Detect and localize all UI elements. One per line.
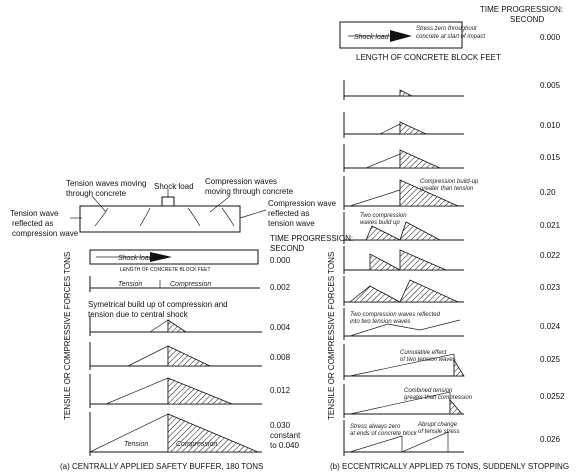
left-time-header: [270, 234, 355, 253]
right-strip-3-tension: [366, 154, 400, 168]
left-strip-5: [90, 412, 302, 456]
tension-wave-arc-mid: [140, 208, 150, 226]
right-note-combined-l2: greater than compression: [404, 395, 473, 401]
left-time-2: 0.004: [270, 323, 291, 332]
callout-tension-moving-l1: Tension waves moving: [66, 179, 147, 188]
right-strip-5-wave-b: [400, 222, 440, 240]
right-panel: [327, 5, 569, 471]
right-time-5: 0.021: [540, 221, 561, 230]
right-time-9: 0.025: [540, 355, 561, 364]
left-strip-3: [90, 342, 291, 370]
right-strip-7-wave-b: [400, 280, 458, 302]
right-note-abrupt: [417, 422, 460, 435]
callout-compression-reflected: [268, 199, 338, 228]
left-tension-label: Tension: [118, 281, 143, 288]
compression-leader: [210, 196, 230, 212]
right-time-4: 0.20: [540, 188, 556, 197]
left-symmetric-note-l1: Symetrical build up of compression and: [88, 300, 228, 309]
right-strip-8: [344, 308, 561, 340]
left-y-axis-label: TENSILE OR COMPRESSIVE FORCES TONS: [63, 251, 72, 420]
right-shock-arrow: [390, 30, 412, 42]
left-strip-2: [90, 316, 291, 336]
left-time-header-l1: TIME PROGRESSION:: [270, 234, 354, 243]
right-time-7: 0.023: [540, 283, 561, 292]
left-time-5-l1: 0.030: [270, 421, 291, 430]
right-strip-5: [344, 212, 561, 244]
left-strip-2-tension: [150, 320, 168, 332]
callout-compression-moving: [205, 177, 294, 196]
right-strip-3-wave: [400, 150, 440, 168]
left-strip-4: [90, 374, 291, 408]
right-stress-zero-note: [416, 26, 485, 40]
left-time-5: [270, 421, 302, 450]
right-shock-label: Shock load: [354, 34, 389, 41]
right-strip-9: [344, 344, 561, 380]
left-caption: (a) CENTRALLY APPLIED SAFETY BUFFER, 180 TONS: [60, 462, 264, 471]
left-time-header-l2: SECOND: [270, 244, 305, 253]
right-note-abrupt-l2: of tensile stress: [418, 429, 460, 435]
callout-tension-moving-l2: through concrete: [66, 189, 127, 198]
right-caption: (b) ECCENTRICALLY APPLIED 75 TONS, SUDDENLY STOPPING: [330, 462, 570, 471]
right-strip-0: [340, 22, 561, 62]
shock-load-pad: [162, 197, 174, 206]
left-strip-3-compression: [168, 346, 210, 366]
right-note-stress-zero-ends-l1: Stress always zero: [350, 424, 401, 430]
right-time-8: 0.024: [540, 322, 561, 331]
callout-tension-reflected-l2: reflected as: [12, 219, 54, 228]
left-strip-5-compression-label: Compression: [176, 441, 218, 448]
right-time-10: 0.0252: [540, 392, 565, 401]
right-strip-7-wave-a: [350, 286, 400, 302]
right-stress-zero-l1: Stress zero throughout: [416, 26, 477, 32]
callout-compression-moving-l1: Compression waves: [205, 177, 278, 186]
right-strip-6: [344, 246, 561, 274]
callout-tension-reflected-l1: Tension wave: [10, 209, 59, 218]
right-strip-1-wave: [400, 90, 412, 96]
right-note-stress-zero-ends: [350, 424, 418, 437]
right-note-combined: [404, 388, 473, 401]
left-strip-5-tension-label: Tension: [124, 441, 149, 448]
compression-wave-arc-right: [222, 208, 234, 226]
right-strip-6-wave-b: [400, 250, 446, 270]
callout-tension-reflected-l3: compression wave: [12, 229, 79, 238]
callout-tension-moving: [66, 179, 149, 198]
right-time-6: 0.022: [540, 251, 561, 260]
right-strip-1: [344, 80, 561, 100]
right-note-stress-zero-ends-l2: at ends of concrete block: [350, 431, 417, 437]
callout-tension-reflected: [10, 209, 79, 238]
left-time-1: 0.002: [270, 283, 291, 292]
left-strip-1: [90, 276, 291, 292]
right-note-buildup: [420, 179, 480, 192]
right-strip-4: [344, 176, 556, 210]
right-note-combined-l1: Combined tension: [404, 388, 453, 394]
left-time-3: 0.008: [270, 353, 291, 362]
callout-compression-reflected-l1: Compression wave: [268, 199, 337, 208]
right-note-reflected-l2: into two tension waves: [350, 319, 411, 325]
callout-compression-moving-l2: moving through concrete: [205, 187, 294, 196]
right-note-cumulative: [400, 350, 456, 363]
left-shock-arrow: [150, 252, 172, 262]
left-compression-label: Compression: [170, 281, 212, 288]
right-note-two-compression-l1: Two compression: [360, 213, 407, 219]
right-time-1: 0.005: [540, 81, 561, 90]
right-y-axis-label: TENSILE OR COMPRESSIVE FORCES TONS: [327, 251, 336, 420]
right-strip-4-tension: [350, 190, 400, 206]
right-note-buildup-l1: Compression build-up: [420, 179, 479, 185]
right-length-label: LENGTH OF CONCRETE BLOCK FEET: [356, 53, 501, 62]
right-note-buildup-l2: greater than tension: [420, 186, 474, 192]
left-strip-0: [90, 250, 291, 273]
right-note-abrupt-l1: Abrupt change: [418, 422, 458, 428]
callout-compression-reflected-l3: tension wave: [268, 219, 315, 228]
right-strip-11: [344, 420, 561, 456]
right-time-header-l1: TIME PROGRESSION:: [480, 5, 564, 14]
left-symmetric-note-l2: tension due to central shock: [88, 310, 188, 319]
tension-wave-arc-left: [95, 208, 108, 226]
right-time-3: 0.015: [540, 153, 561, 162]
right-note-cumulative-l1: Cumulative effect: [400, 350, 447, 356]
right-note-two-compression: [360, 213, 408, 226]
right-note-two-compression-l2: waves build up: [360, 220, 400, 226]
right-strip-10-wave: [450, 400, 462, 414]
right-strip-10: [344, 384, 565, 418]
right-time-header-l2: SECOND: [510, 15, 545, 24]
right-strip-2-tension: [380, 124, 400, 134]
compression-wave-arc-mid: [188, 208, 200, 226]
right-note-reflected-l1: Two compression waves reflected: [350, 312, 440, 318]
tension-leader: [92, 196, 106, 212]
left-shock-label: Shock load: [118, 255, 153, 262]
right-strip-3: [344, 144, 561, 172]
right-time-2: 0.010: [540, 121, 561, 130]
left-length-label: LENGTH OF CONCRETE BLOCK FEET: [120, 267, 211, 273]
reflect-leader-right: [240, 210, 266, 218]
left-symmetric-note: [88, 300, 230, 319]
callout-shock-load: Shock load: [154, 182, 194, 191]
right-strip-7: [344, 276, 561, 306]
right-strip-2-wave: [400, 122, 426, 134]
left-time-0: 0.000: [270, 256, 291, 265]
left-time-5-l3: to 0.040: [270, 441, 299, 450]
right-note-cumulative-l2: of two tension waves: [400, 357, 456, 363]
right-time-header: [480, 5, 565, 24]
right-time-11: 0.026: [540, 435, 561, 444]
left-time-5-l2: constant: [270, 431, 301, 440]
left-strip-2-compression: [168, 320, 186, 332]
left-time-4: 0.012: [270, 386, 291, 395]
right-strip-6-wave-a: [370, 254, 400, 270]
callout-compression-reflected-l2: reflected as: [268, 209, 310, 218]
left-panel: [10, 177, 355, 471]
left-strip-4-compression: [168, 378, 232, 404]
left-strip-4-tension: [106, 378, 168, 404]
right-strip-2: [344, 112, 561, 138]
right-time-0: 0.000: [540, 33, 561, 42]
right-note-reflected: [350, 312, 442, 325]
right-strip-5-wave-a: [366, 226, 400, 240]
left-strip-3-tension: [128, 346, 168, 366]
right-stress-zero-l2: concrete at start of impact: [416, 34, 486, 40]
